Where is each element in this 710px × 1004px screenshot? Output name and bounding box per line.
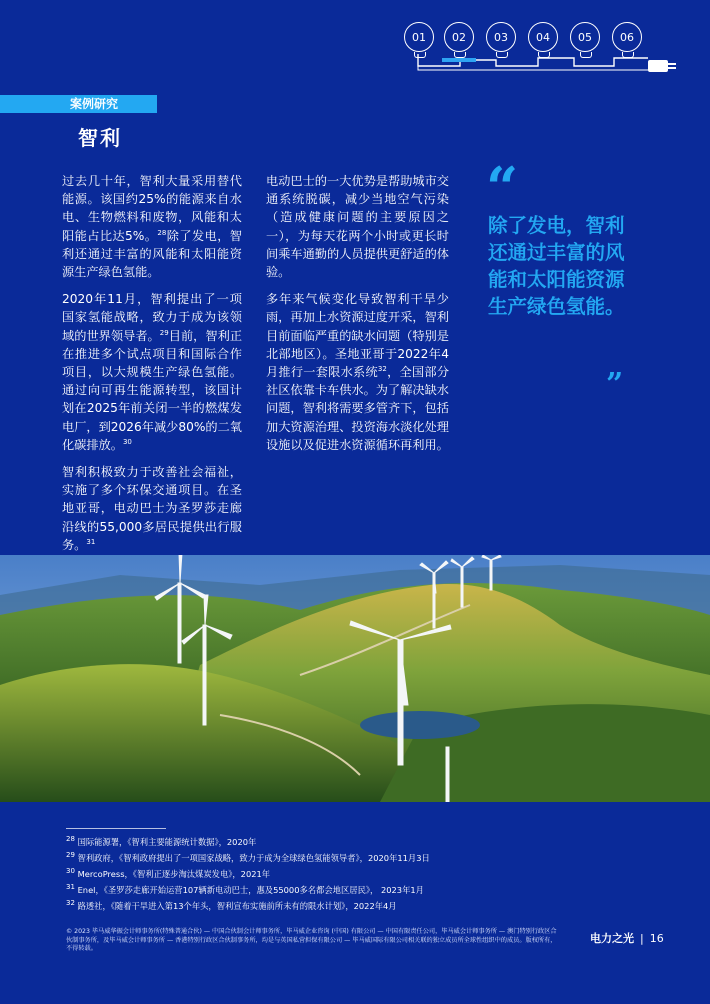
footnote-divider [66,828,166,829]
nav-bulb-01[interactable] [404,22,434,52]
footnote-ref: 28 [157,228,167,237]
footnote-ref: 29 [159,328,169,337]
footnote-text: Enel，《圣罗莎走廊开始运营107辆新电动巴士，惠及55000多名都会地区居民》， 2023年1月 [77,885,424,895]
body-column-1 [62,172,242,563]
footnote-ref: 31 [86,537,96,546]
pull-quote: 除了发电，智利还通过丰富的风能和太阳能资源生产绿色氢能。 [488,214,625,318]
nav-bulb-label: 01 [412,30,426,44]
footnote-ref: 32 [377,364,387,373]
paragraph [62,463,242,554]
nav-bulb-02[interactable] [444,22,474,52]
footnote-text: 智利政府，《智利政府提出了一项国家战略，致力于成为全球绿色氢能领导者》，2020年11月3日 [77,853,430,863]
footnote-number: 30 [66,867,75,876]
text: 目前，智利正在推进多个试点项目和国际合作项目，以大规模生产绿色氢能。通过向可再生能源转型，该国计划在2025年前关闭一半的燃煤发电厂，到2026年减少80%的二氧化碳排放。 [62,328,243,452]
nav-bulb-label: 02 [452,30,466,44]
page-title: 智利 [78,126,122,150]
report-title: 电力之光 [590,932,634,945]
page-footer [590,930,664,946]
quote-open-icon: “ [486,155,519,221]
footnote-number: 31 [66,883,75,892]
nav-bulb-05[interactable] [570,22,600,52]
paragraph [266,290,449,454]
nav-bulb-06[interactable] [612,22,642,52]
nav-bulb-label: 05 [578,30,592,44]
nav-bulb-03[interactable] [486,22,516,52]
text: 2020年11月，智利提出了一项国家氢能战略，致力于成为该领域的世界领导者。 [62,292,242,343]
footnote-ref: 30 [122,437,132,446]
page-number: 16 [649,932,664,945]
footer-separator: | [640,932,644,945]
text: ，全国部分社区依靠卡车供水。为了解决缺水问题，智利将需要多管齐下，包括加大资源治理、投资海水淡化处理设施以及促进水资源循环再利用。 [266,365,450,452]
chapter-nav [398,18,698,88]
text: 过去几十年，智利大量采用替代能源。该国约25%的能源来自水电、生物燃料和废物，风能和太阳能占比达5%。 [62,174,242,243]
footnotes [66,834,666,914]
footnote-number: 29 [66,851,75,860]
footnote [66,866,666,882]
text: 多年来气候变化导致智利干旱少雨，再加上水资源过度开采，智利目前面临严重的缺水问题（特别是北部地区）。圣地亚哥于2022年4月推行一套限水系统 [266,292,449,380]
footnote-number: 28 [66,835,75,844]
text: 除了发电，智利还通过丰富的风能和太阳能资源生产绿色氢能。 [62,228,242,280]
nav-active-indicator [442,58,476,62]
footnote [66,834,666,850]
wind-farm-photo [0,555,710,802]
paragraph: 电动巴士的一大优势是帮助城市交通系统脱碳，减少当地空气污染（造成健康问题的主要原因之一），为每天花两个小时或更长时间乘车通勤的人员提供更舒适的体验。 [266,174,449,280]
nav-bulb-label: 04 [536,30,550,44]
footnote [66,898,666,914]
quote-close-icon: ” [606,367,624,402]
body-column-2 [266,172,449,463]
footnote-text: 国际能源署，《智利主要能源统计数据》，2020年 [77,837,257,847]
footnote-number: 32 [66,899,75,908]
paragraph [62,172,242,281]
copyright-notice: © 2023 毕马威华振会计师事务所(特殊普通合伙) — 中国合伙制会计师事务所，毕马威企业咨询 (中国) 有限公司 — 中国有限责任公司，毕马威会计师事务所 — 澳门特别行政区合伙制事务所，及毕马威会计师事务所 — 香港特别行政区合伙制事务所，均是与英国私营担保有限公司 — 毕马威国际有限公司相关联的独立成员所全球性组织中的成员。版权所有，不得转载。 [66,928,557,953]
nav-bulb-04[interactable] [528,22,558,52]
paragraph [62,290,242,454]
nav-bulb-label: 03 [494,30,508,44]
wind-farm-illustration [0,555,710,802]
footnote [66,850,666,866]
footnote-text: 路透社，《随着干旱进入第13个年头，智利宣布实施前所未有的限水计划》，2022年4月 [77,901,397,911]
section-tag: 案例研究 [0,95,157,113]
footnote-text: MercoPress，《智利正逐步淘汰煤炭发电》，2021年 [77,869,271,879]
nav-bulb-label: 06 [620,30,634,44]
text: 智利积极致力于改善社会福祉，实施了多个环保交通项目。在圣地亚哥，电动巴士为圣罗莎走廊沿线的55,000多居民提供出行服务。 [62,465,242,552]
footnote [66,882,666,898]
